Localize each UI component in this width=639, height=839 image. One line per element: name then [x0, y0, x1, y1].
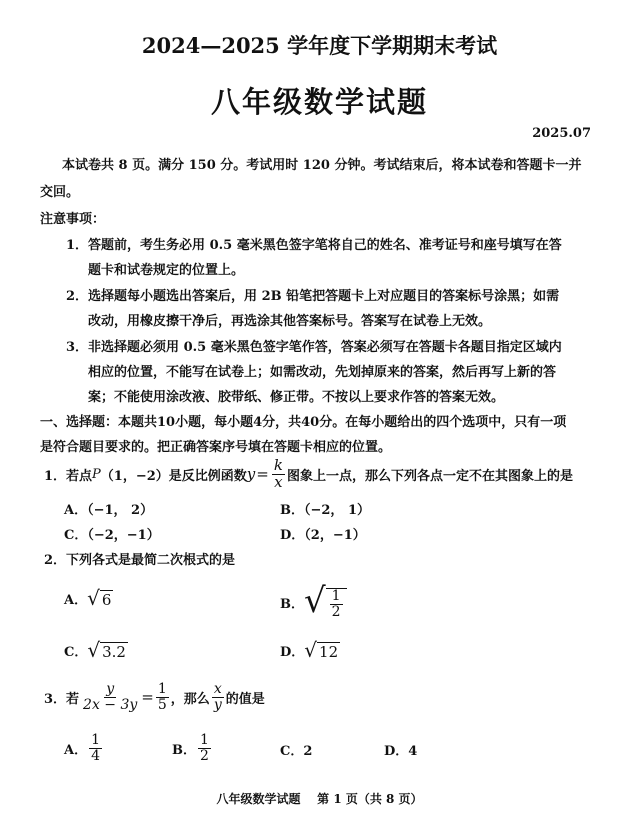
- radical-icon: √: [304, 581, 326, 622]
- intro-line-1: 本试卷共 8 页。满分 150 分。考试用时 120 分钟。考试结束后，将本试卷和答题卡一并: [62, 158, 582, 173]
- q1-point-p: P: [92, 466, 101, 482]
- page-footer: 八年级数学试题 第 1 页（共 8 页）: [216, 792, 423, 806]
- q3-option-a-num: 1: [91, 731, 101, 748]
- q2-option-b-fraction: [330, 589, 343, 619]
- note-3-line-1: 3．非选择题必须用 0.5 毫米黑色签字笔作答，答案必须写在答题卡各题目指定区域内: [66, 340, 562, 355]
- section-1-line-1: 一、选择题：本题共10小题，每小题4分，共40分。在每小题给出的四个选项中，只有一项: [40, 415, 567, 430]
- q2-option-b: [280, 580, 347, 624]
- q2-option-b-den: 2: [331, 604, 341, 620]
- q2-option-b-root: [304, 581, 347, 622]
- note-3-line-2: 相应的位置，不能写在试卷上；如需改动，先划掉原来的答案，然后再写上新的答: [88, 365, 557, 380]
- q1-stem-mid: （1，−2）是反比例函数: [100, 468, 247, 484]
- q3-option-a-den: 4: [91, 747, 101, 764]
- q1-option-b: B．（−2， 1）: [280, 503, 370, 518]
- note-3-line-3: 案；不能使用涂改液、胶带纸、修正带。不按以上要求作答的答案无效。: [88, 390, 505, 405]
- q1-fraction-den: x: [274, 472, 283, 491]
- radical-icon: √: [87, 586, 100, 610]
- radical-icon: √: [304, 638, 318, 662]
- q3-option-d: D．4: [384, 744, 418, 759]
- q3-fraction-2: [156, 682, 169, 712]
- q3-option-a-fraction: [89, 733, 102, 763]
- note-2-line-1: 2．选择题每小题选出答案后，用 2B 铅笔把答题卡上对应题目的答案标号涂黑；如需: [66, 289, 560, 304]
- q3-equals: =: [141, 688, 154, 706]
- q1-equals: =: [256, 465, 269, 483]
- q2-option-b-radicand: [326, 588, 347, 619]
- note-2-line-2: 改动，用橡皮擦干净后，再选涂其他答案标号。答案写在试卷上无效。: [88, 314, 492, 329]
- q2-option-a-radicand: 6: [101, 591, 112, 609]
- q2-option-d-radicand: 12: [319, 643, 339, 661]
- q1-stem-start: 1．若点: [44, 468, 93, 484]
- q2-option-c-label: C．: [64, 645, 88, 660]
- q3-option-c: C．2: [280, 744, 313, 759]
- q3-option-b-num: 1: [200, 731, 209, 748]
- q3-fraction-2-den: 5: [157, 696, 167, 713]
- q2-option-b-num: 1: [331, 588, 341, 605]
- question-2-stem: 2．下列各式是最简二次根式的是: [44, 553, 236, 568]
- note-1-line-2: 题卡和试卷规定的位置上。: [88, 263, 245, 278]
- exam-date: 2025.07: [532, 126, 591, 141]
- q2-option-c: [64, 640, 128, 661]
- intro-line-2: 交回。: [40, 185, 80, 200]
- q3-option-b: [172, 728, 213, 768]
- q1-option-d: D．（2，−1）: [280, 528, 366, 543]
- q3-stem-start: 3．若: [44, 691, 80, 707]
- exam-title: 2024—2025 学年度下学期期末考试: [141, 33, 498, 58]
- question-1-stem: [44, 456, 573, 492]
- q2-option-c-radicand: 3.2: [102, 643, 126, 661]
- q1-option-a: A．（−1， 2）: [64, 503, 154, 518]
- q2-option-a-label: A．: [64, 593, 88, 608]
- q3-fraction-3-num: x: [213, 680, 222, 697]
- q1-fraction-k-over-x: [272, 455, 285, 491]
- q3-fraction-3: [212, 682, 224, 712]
- notes-heading: 注意事项：: [40, 212, 106, 227]
- q2-option-c-root: [87, 640, 128, 661]
- q1-fraction-num: k: [273, 455, 283, 474]
- subject-title: 八年级数学试题: [210, 85, 428, 119]
- q3-option-b-label: B．: [172, 742, 196, 758]
- q2-option-a-root: [87, 588, 113, 609]
- q3-stem-mid: ，那么: [170, 691, 210, 707]
- q3-fraction-1: [81, 682, 139, 712]
- q1-option-c: C．（−2，−1）: [64, 528, 160, 543]
- section-1-line-2: 是符合题目要求的。把正确答案序号填在答题卡相应的位置。: [40, 440, 392, 455]
- q2-option-b-label: B．: [280, 596, 304, 612]
- q2-option-d-label: D．: [280, 645, 305, 660]
- question-3-stem: [44, 676, 265, 718]
- q2-option-d: [280, 640, 340, 661]
- q3-option-b-den: 2: [200, 747, 209, 764]
- q3-fraction-3-den: y: [213, 696, 222, 713]
- q3-option-b-fraction: [198, 733, 211, 763]
- q3-fraction-1-num: y: [106, 680, 115, 697]
- q1-y: y: [246, 465, 256, 483]
- radical-icon: √: [87, 638, 101, 662]
- q3-fraction-2-num: 1: [157, 680, 167, 697]
- q1-stem-end: 图象上一点，那么下列各点一定不在其图象上的是: [286, 468, 573, 484]
- q3-fraction-1-den: 2x − 3y: [83, 696, 138, 713]
- note-1-line-1: 1．答题前，考生务必用 0.5 毫米黑色签字笔将自己的姓名、准考证号和座号填写在答: [66, 238, 562, 253]
- q2-option-d-root: [304, 640, 340, 661]
- q3-option-a-label: A．: [64, 742, 88, 758]
- q3-stem-end: 的值是: [225, 691, 265, 707]
- q3-option-a: [64, 728, 104, 768]
- q2-option-a: [64, 588, 113, 609]
